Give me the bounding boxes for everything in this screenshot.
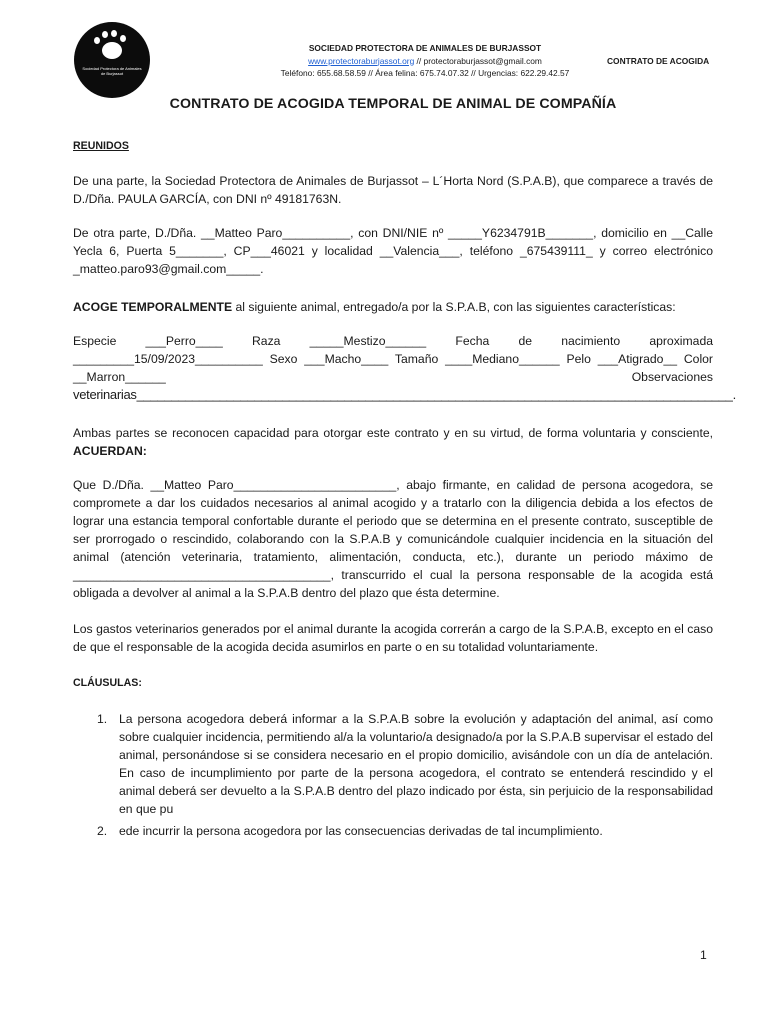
paw-toe [94,37,100,44]
header-contact [230,42,620,80]
party-one-paragraph: De una parte, la Sociedad Protectora de Animales de Burjassot – L´Horta Nord (S.P.A.B), que comparece a través de D./Dña. PAULA GARCÍA, con DNI nº 49181763N. [73,174,713,206]
document-title: CONTRATO DE ACOGIDA TEMPORAL DE ANIMAL DE COMPAÑÍA [169,96,617,112]
page-number: 1 [700,948,707,962]
paw-icon [102,42,122,59]
clausulas-heading: CLÁUSULAS: [73,677,142,689]
acoge-text: al siguiente animal, entregado/a por la S.P.A.B, con las siguientes características: [232,300,676,314]
org-name: SOCIEDAD PROTECTORA DE ANIMALES DE BURJASSOT [308,43,542,53]
clause-number: 2. [97,824,108,838]
animal-line-3: __Marron______ Observaciones [73,370,713,384]
party-two-paragraph: De otra parte, D./Dña. __Matteo Paro__________, con DNI/NIE nº _____Y6234791B_______, domicilio en __Calle Yecla 6, Puerta 5_______, CP___46021 y localidad __Valencia___, teléfono _675439111_ y correo electrónico _matteo.paro93@gmail.com_____. [73,226,713,276]
phone-numbers: Teléfono: 655.68.58.59 // Área felina: 675.74.07.32 // Urgencias: 622.29.42.57 [280,68,570,78]
website-link[interactable]: www.protectoraburjassot.org [308,55,415,66]
acuerdo-paragraph: Que D./Dña. __Matteo Paro________________________, abajo firmante, en calidad de persona acogedora, se compromete a dar los cuidados necesarios al animal acogido y a tratarlo con la diligencia debida a los efectos de lograr una estancia temporal confortable durante el periodo que se determina en el presente contrato, susceptible de ser prorrogado o rescindido, colaborando con la S.P.A.B y comunicándole cualquier incidencia en la situación del animal (atención veterinaria, tratamiento, alimentación, conducta, etc.), durante un periodo máximo de ______________________________________, transcurrido el cual la persona responsable de la acogida está obligada a devolver al animal a la S.P.A.B dentro del plazo que ésta determine. [73,478,713,600]
clause-text: La persona acogedora deberá informar a la S.P.A.B sobre la evolución y adaptación del animal, así como sobre cualquier incidencia, permitiendo al/a la voluntario/a designado/a por la S.P.A.B supervisar el estado del animal, personándose si se considera necesario en el propio domicilio, avisándole con un día de antelación. En caso de incumplimiento por parte de la persona acogedora, el contrato se entenderá rescindido y el animal deberá ser devuelto a la S.P.A.B dentro del plazo indicado por ésta, sin perjuicio de la responsabilidad en que pu [119,712,713,816]
ambas-text: Ambas partes se reconocen capacidad para otorgar este contrato y en su virtud, de forma voluntaria y consciente, [73,426,713,440]
acoge-label: ACOGE TEMPORALMENTE [73,300,233,314]
animal-line-1: Especie ___Perro____ Raza _____Mestizo______ Fecha de nacimiento aproximada [73,334,713,348]
acuerdan-label: ACUERDAN: [73,444,147,458]
organization-logo [74,22,150,98]
doc-label: CONTRATO DE ACOGIDA [607,56,710,66]
header-web-email [230,55,620,68]
logo-text: Sociedad Protectora de Animales de Burjassot [82,66,142,76]
animal-details [73,332,736,404]
paw-toe [111,30,117,37]
reunidos-label: REUNIDOS [73,140,129,152]
gastos-paragraph: Los gastos veterinarios generados por el animal durante la acogida correrán a cargo de la S.P.A.B, excepto en el caso de que el responsable de la acogida decida asumirlos en parte o en su totalidad voluntariamente. [73,622,713,654]
email-text: // protectoraburjassot@gmail.com [414,55,542,66]
animal-line-4: veterinarias______________________________________________________________________________________. [73,387,736,402]
paw-toe [102,31,108,38]
animal-line-2: _________15/09/2023__________ Sexo ___Macho____ Tamaño ____Mediano______ Pelo ___Atigrado__ Color [73,352,713,366]
clause-text: ede incurrir la persona acogedora por las consecuencias derivadas de tal incumplimiento. [119,824,603,838]
acoge-paragraph [73,298,713,316]
ambas-paragraph [73,424,713,460]
clause-number: 1. [97,712,108,726]
paw-toe [120,35,126,42]
reunidos-heading [73,136,713,155]
